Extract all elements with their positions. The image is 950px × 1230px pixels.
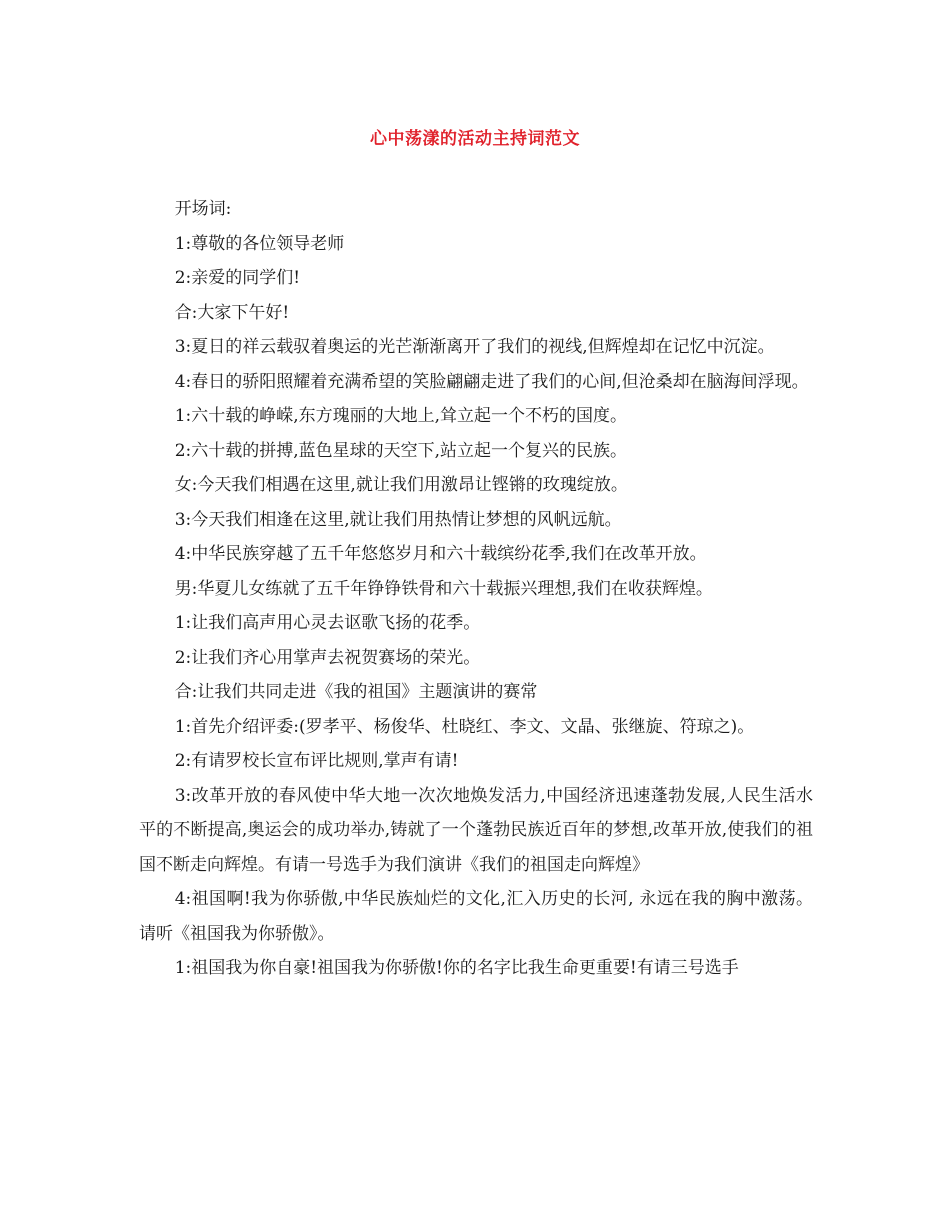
document-body	[139, 192, 813, 986]
paragraph: 男:华夏儿女练就了五千年铮铮铁骨和六十载振兴理想,我们在收获辉煌。	[174, 578, 713, 599]
paragraph: 4:中华民族穿越了五千年悠悠岁月和六十载缤纷花季,我们在改革开放。	[174, 544, 707, 564]
paragraph: 合:大家下午好!	[174, 302, 290, 323]
paragraph: 2:亲爱的同学们!	[174, 268, 301, 288]
paragraph: 2:有请罗校长宣布评比规则,掌声有请!	[174, 751, 459, 771]
paragraph: 1:首先介绍评委:(罗孝平、杨俊华、杜晓红、李文、文晶、张继旋、符琼之)。	[174, 716, 755, 737]
paragraph: 开场词:	[174, 199, 232, 219]
paragraph: 3:改革开放的春风使中华大地一次次地焕发活力,中国经济迅速蓬勃发展,人民生活水平的不断提高,奥运会的成功举办,铸就了一个蓬勃民族近百年的梦想,改革开放,使我们的祖国不断走向辉煌。有请一号选手为我们演讲《我们的祖国走向辉煌》	[139, 785, 813, 875]
paragraph: 4:春日的骄阳照耀着充满希望的笑脸翩翩走进了我们的心间,但沧桑却在脑海间浮现。	[174, 371, 809, 392]
paragraph: 1:尊敬的各位领导老师	[174, 233, 345, 254]
paragraph: 2:六十载的拼搏,蓝色星球的天空下,站立起一个复兴的民族。	[174, 440, 628, 461]
paragraph: 3:夏日的祥云载驭着奥运的光芒渐渐离开了我们的视线,但辉煌却在记忆中沉淀。	[174, 337, 775, 357]
paragraph: 1:六十载的峥嵘,东方瑰丽的大地上,耸立起一个不朽的国度。	[174, 406, 628, 426]
paragraph: 1:让我们高声用心灵去讴歌飞扬的花季。	[174, 613, 481, 633]
paragraph: 合:让我们共同走进《我的祖国》主题演讲的赛常	[174, 682, 538, 702]
paragraph: 4:祖国啊!我为你骄傲,中华民族灿烂的文化,汇入历史的长河, 永远在我的胸中激荡。请听《祖国我为你骄傲》。	[139, 889, 813, 944]
paragraph: 3:今天我们相逢在这里,就让我们用热情让梦想的风帆远航。	[174, 509, 622, 530]
paragraph: 1:祖国我为你自豪!祖国我为你骄傲!你的名字比我生命更重要!有请三号选手	[174, 958, 739, 978]
document-title: 心中荡漾的活动主持词范文	[370, 129, 580, 149]
paragraph: 女:今天我们相遇在这里,就让我们用激昂让铿锵的玫瑰绽放。	[174, 475, 628, 495]
paragraph: 2:让我们齐心用掌声去祝贺赛场的荣光。	[174, 647, 481, 668]
